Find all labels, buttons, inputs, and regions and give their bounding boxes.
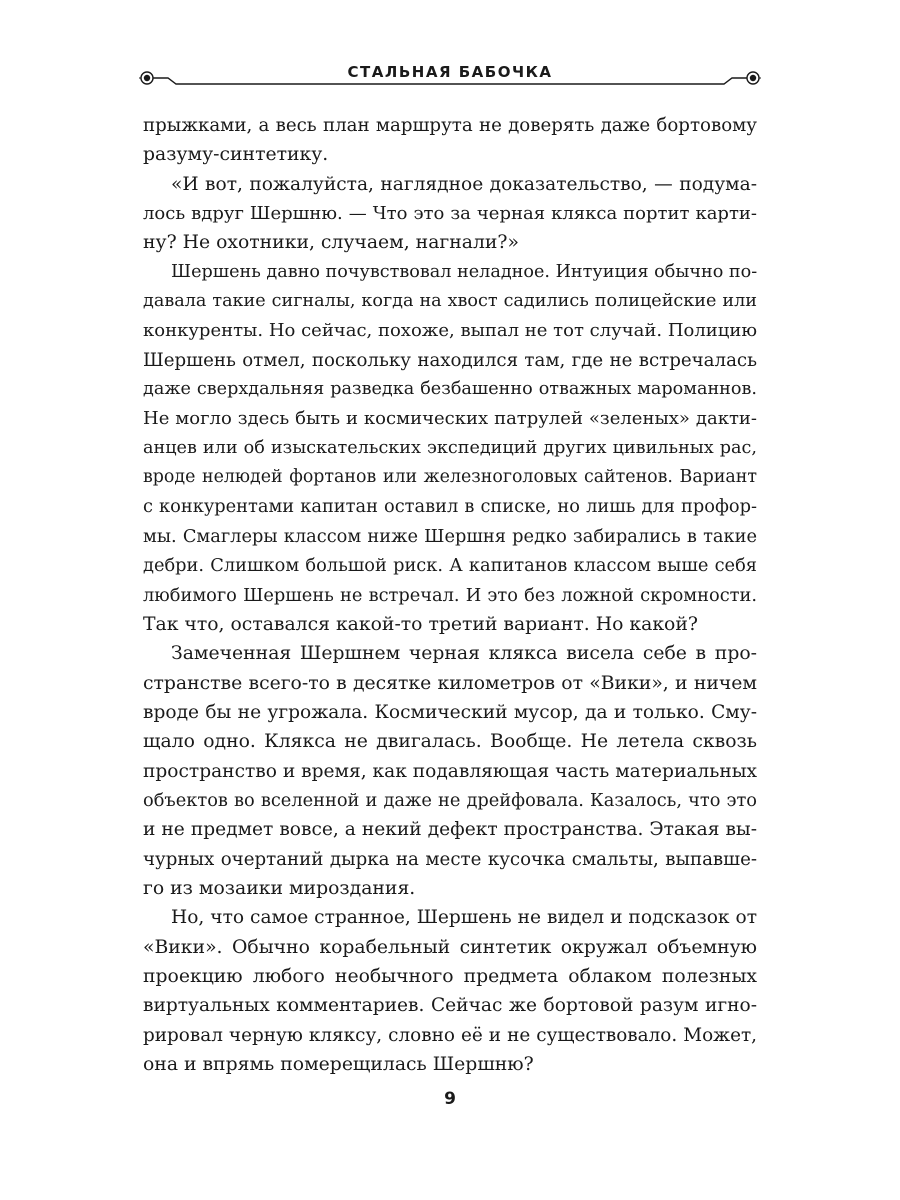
text-line: и не предмет вовсе, а некий дефект пространства. Этакая вы- bbox=[143, 819, 757, 841]
text-line: странстве всего-то в десятке километров от «Вики», и ничем bbox=[143, 672, 757, 694]
text-line: Не могло здесь быть и космических патрулей «зеленых» дакти- bbox=[143, 408, 757, 430]
text-line: вроде бы не угрожала. Космический мусор, да и только. Сму- bbox=[143, 701, 757, 723]
text-line: прыжками, а весь план маршрута не доверять даже бортовому bbox=[143, 115, 757, 136]
running-title: СТАЛЬНАЯ БАБОЧКА bbox=[347, 63, 553, 81]
text-line: щало одно. Клякса не двигалась. Вообще. Не летела сквозь bbox=[143, 731, 757, 753]
text-line: ну? Не охотники, случаем, нагнали?» bbox=[143, 232, 519, 254]
text-line: мы. Смаглеры классом ниже Шершня редко забирались в такие bbox=[143, 525, 757, 547]
text-line: «И вот, пожалуйста, наглядное доказательство, — подума- bbox=[171, 173, 757, 195]
text-line: объектов во вселенной и даже не дрейфовала. Казалось, что это bbox=[143, 789, 757, 811]
text-line: любимого Шершень не встречал. И это без ложной скромности. bbox=[143, 584, 757, 606]
text-line: анцев или об изыскательских экспедиций других цивильных рас, bbox=[143, 437, 757, 458]
page-number: 9 bbox=[444, 1089, 456, 1109]
text-line: пространство и время, как подавляющая часть материальных bbox=[143, 760, 758, 782]
text-line: дебри. Слишком большой риск. А капитанов классом выше себя bbox=[143, 555, 757, 577]
text-line: с конкурентами капитан оставил в списке, но лишь для профор- bbox=[143, 496, 757, 518]
text-line: конкуренты. Но сейчас, похоже, выпал не тот случай. Полицию bbox=[143, 320, 758, 342]
text-line: чурных очертаний дырка на месте кусочка смальты, выпавше- bbox=[143, 848, 757, 870]
text-line: виртуальных комментариев. Сейчас же бортовой разум игно- bbox=[143, 995, 757, 1017]
text-line: Так что, оставался какой-то третий вариант. Но какой? bbox=[143, 613, 698, 635]
text-line: «Вики». Обычно корабельный синтетик окружал объемную bbox=[143, 936, 757, 958]
text-line: Замеченная Шершнем черная клякса висела себе в про- bbox=[171, 643, 757, 665]
body-text bbox=[143, 111, 757, 1079]
text-line: Шершень давно почувствовал неладное. Интуиция обычно по- bbox=[171, 261, 758, 282]
text-line: разуму-синтетику. bbox=[143, 144, 329, 166]
text-line: Шершень отмел, поскольку находился там, где не встречалась bbox=[143, 349, 757, 371]
text-line: давала такие сигналы, когда на хвост садились полицейские или bbox=[143, 291, 757, 312]
text-line: Но, что самое странное, Шершень не видел и подсказок от bbox=[171, 907, 757, 929]
text-line: го из мозаики мироздания. bbox=[143, 877, 416, 899]
text-line: рировал черную кляксу, словно её и не существовало. Может, bbox=[143, 1024, 757, 1046]
text-line: лось вдруг Шершню. — Что это за черная клякса портит карти- bbox=[143, 203, 757, 225]
text-line: проекцию любого необычного предмета облаком полезных bbox=[143, 965, 757, 987]
running-header bbox=[138, 62, 762, 92]
text-line: она и впрямь померещилась Шершню? bbox=[143, 1054, 534, 1075]
text-line: вроде нелюдей фортанов или железноголовых сайтенов. Вариант bbox=[143, 467, 757, 488]
text-line: даже сверхдальняя разведка безбашенно отважных мароманнов. bbox=[143, 379, 757, 400]
